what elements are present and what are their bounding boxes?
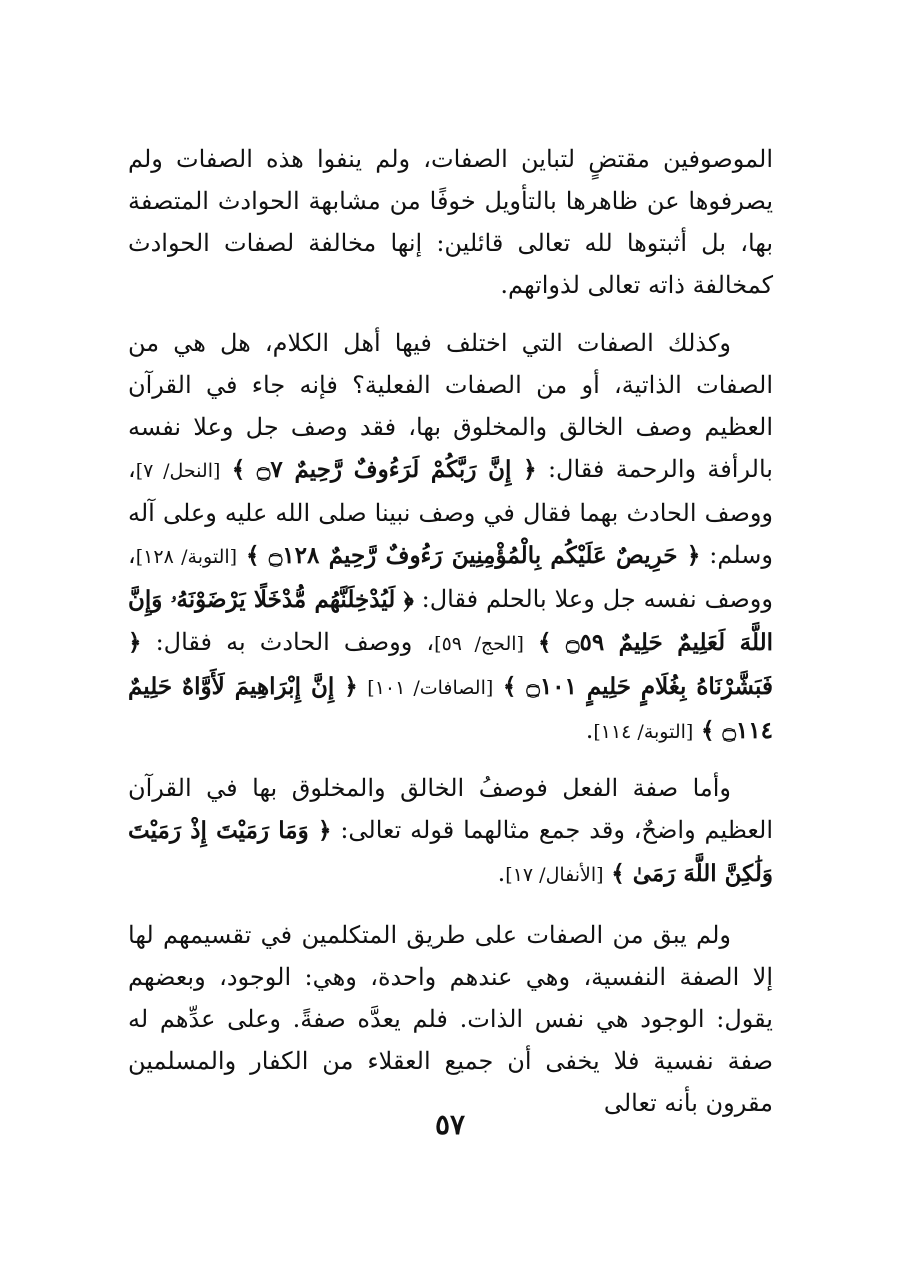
quran-verse-tawbah-114: ﴿ إِنَّ إِبْرَاهِيمَ لَأَوَّاهٌ حَلِيمٌ ۝١١٤ ﴾ [128,673,773,744]
verse-reference-tawbah-114: [التوبة/ ١١٤] [593,721,694,743]
paragraph-2-text-2: ، ووصف الحادث بهما فقال في وصف نبينا صلى الله عليه وعلى آله وسلم: [128,455,773,569]
paragraph-1-text: الموصوفين مقتضٍ لتباين الصفات، ولم ينفوا هذه الصفات ولم يصرفوها عن ظاهرها بالتأويل خوفًا من مشابهة الحوادث المتصفة بها، بل أثبتوها لله تعالى قائلين: إنها مخالفة لصفات الحوادث كمخالفة ذاته تعالى لذواتهم. [128,145,773,299]
quran-verse-nahl: ﴿ إِنَّ رَبَّكُمْ لَرَءُوفٌ رَّحِيمٌ ۝٧ ﴾ [231,456,537,483]
paragraph-4 [128,914,773,1124]
paragraph-2-text-1: وكذلك الصفات التي اختلف فيها أهل الكلام، هل هي من الصفات الذاتية، أو من الصفات الفعلية؟ فإنه جاء في القرآن العظيم وصف الخالق والمخلوق بها، فقد وصف جل وعلا نفسه بالرأفة والرحمة فقال: [128,329,773,483]
paragraph-2-text-4: ، ووصف الحادث به فقال: [155,628,435,656]
paragraph-3 [128,767,773,896]
quran-verse-tawbah-128: ﴿ حَرِيصٌ عَلَيْكُم بِالْمُؤْمِنِينَ رَءُوفٌ رَّحِيمٌ ۝١٢٨ ﴾ [246,542,701,569]
paragraph-4-text: ولم يبق من الصفات على طريق المتكلمين في تقسيمهم لها إلا الصفة النفسية، وهي عندهم واحدة، وهي: الوجود، وبعضهم يقول: الوجود هي نفس الذات. فلم يعدَّه صفةً. وعلى عدِّهم له صفة نفسية فلا يخفى أن جميع العقلاء من الكفار والمسلمين مقرون بأنه تعالى [128,921,773,1117]
verse-reference-tawbah-128: [التوبة/ ١٢٨] [135,546,238,568]
verse-reference-nahl: [النحل/ ٧] [135,460,221,482]
verse-reference-saffat: [الصافات/ ١٠١] [367,677,494,699]
paragraph-3-text-1: وأما صفة الفعل فوصفُ الخالق والمخلوق بها في القرآن العظيم واضحٌ، وقد جمع مثالهما قوله تعالى: [128,774,773,844]
quran-verse-saffat: ﴿ فَبَشَّرْنَاهُ بِغُلَامٍ حَلِيمٍ ۝١٠١ ﴾ [128,629,773,700]
quran-verse-hajj: ﴿ لَيُدْخِلَنَّهُم مُّدْخَلًا يَرْضَوْنَهُۥ وَإِنَّ اللَّهَ لَعَلِيمٌ حَلِيمٌ ۝٥٩ ﴾ [128,586,773,656]
verse-reference-anfal: [الأنفال/ ١٧] [505,864,604,886]
verse-reference-hajj: [الحج/ ٥٩] [434,633,524,655]
paragraph-2 [128,322,773,753]
page-body [128,138,773,1124]
paragraph-2-text-3: ، ووصف نفسه جل وعلا بالحلم فقال: [128,541,773,613]
quran-verse-anfal: ﴿ وَمَا رَمَيْتَ إِذْ رَمَيْتَ وَلَٰكِنَّ اللَّهَ رَمَىٰ ﴾ [128,817,773,887]
paragraph-2-end: . [585,716,594,744]
paragraph-3-end: . [497,859,506,887]
paragraph-1 [128,138,773,306]
page-number: ٥٧ [434,1108,466,1141]
